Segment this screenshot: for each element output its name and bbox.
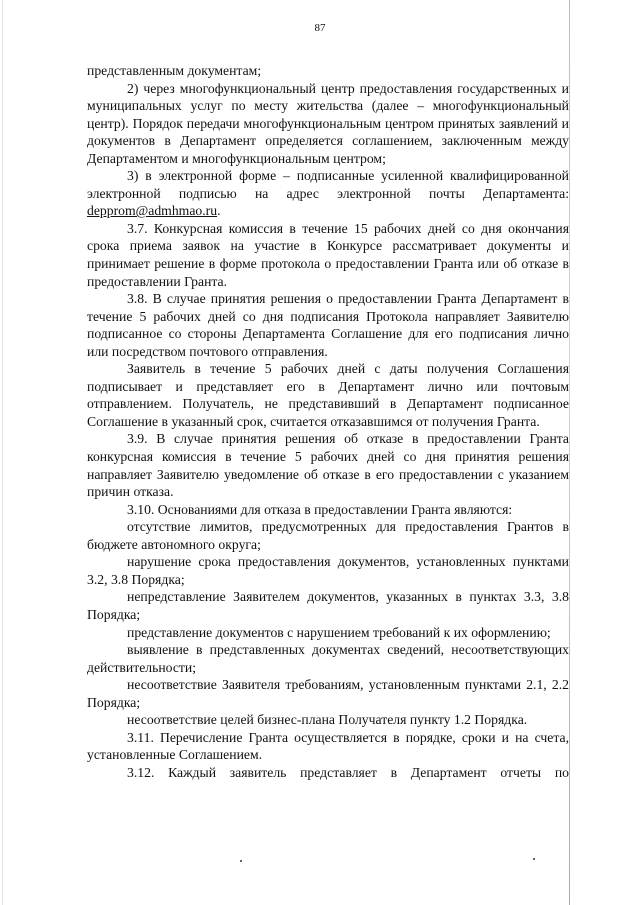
list-item: несоответствие целей бизнес-плана Получателя пункту 1.2 Порядка. bbox=[127, 712, 528, 728]
paragraph-3-10: 3.10. Основаниями для отказа в предоставлении Гранта являются: bbox=[127, 501, 513, 517]
paragraph-3-end: . bbox=[217, 203, 221, 219]
paragraph-3-text: 3) в электронной форме – подписанные усиленной квалифицированной электронной подписью на адрес электронной почты Департамента: bbox=[87, 168, 569, 201]
scan-speck bbox=[240, 860, 242, 862]
paragraph-3-9: 3.9. В случае принятия решения об отказе в предоставлении Гранта конкурсная комиссия в течение 5 рабочих дней со дня принятия решения направляет Заявителю уведомление об отказе в его предоставлении с указанием причин отказа. bbox=[87, 431, 569, 500]
document-body bbox=[87, 62, 569, 781]
page-number: 87 bbox=[314, 22, 326, 34]
list-item: несоответствие Заявителя требованиям, установленным пунктами 2.1, 2.2 Порядка; bbox=[87, 677, 569, 710]
email-link[interactable]: depprom@admhmao.ru bbox=[87, 203, 218, 219]
paragraph-applicant: Заявитель в течение 5 рабочих дней с даты получения Соглашения подписывает и представляет его в Департамент лично или почтовым отправлением. Получатель, не представивший в Департамент подписанное Соглашение в указанный срок, считается отказавшимся от получения Гранта. bbox=[87, 361, 569, 429]
paragraph-3-8: 3.8. В случае принятия решения о предоставлении Гранта Департамент в течение 5 рабочих дней со дня подписания Протокола направляет Заявителю подписанное со стороны Департамента Соглашение для его подписания лично или посредством почтового отправления. bbox=[87, 291, 569, 359]
list-item: нарушение срока предоставления документов, установленных пунктами 3.2, 3.8 Порядка; bbox=[87, 554, 569, 587]
list-item: непредставление Заявителем документов, указанных в пунктах 3.3, 3.8 Порядка; bbox=[87, 589, 569, 622]
scan-speck bbox=[533, 858, 535, 860]
list-item: выявление в представленных документах сведений, несоответствующих действительности; bbox=[87, 642, 569, 675]
paragraph-3-12: 3.12. Каждый заявитель представляет в Департамент отчеты по bbox=[127, 764, 569, 780]
paragraph-1: представленным документам; bbox=[87, 63, 262, 78]
scan-edge-left bbox=[2, 0, 3, 905]
scan-edge-right bbox=[569, 0, 570, 905]
paragraph-3-11: 3.11. Перечисление Гранта осуществляется в порядке, сроки и на счета, установленные Соглашением. bbox=[87, 729, 569, 763]
list-item: представление документов с нарушением требований к их оформлению; bbox=[127, 624, 551, 640]
paragraph-3 bbox=[87, 167, 569, 220]
paragraph-3-7: 3.7. Конкурсная комиссия в течение 15 рабочих дней со дня окончания срока приема заявок на участие в Конкурсе рассматривает документы и принимает решение в форме протокола о предоставлении Гранта или об отказе в предоставлении Гранта. bbox=[87, 220, 569, 289]
paragraph-2: 2) через многофункциональный центр предоставления государственных и муниципальных услуг по месту жительства (далее – многофункциональный центр). Порядок передачи многофункциональным центром принятых заявлений и документов в Департамент определяется соглашением, заключенным между Департаментом и многофункциональным центром; bbox=[87, 80, 569, 166]
list-item: отсутствие лимитов, предусмотренных для предоставления Грантов в бюджете автономного округа; bbox=[87, 519, 569, 552]
